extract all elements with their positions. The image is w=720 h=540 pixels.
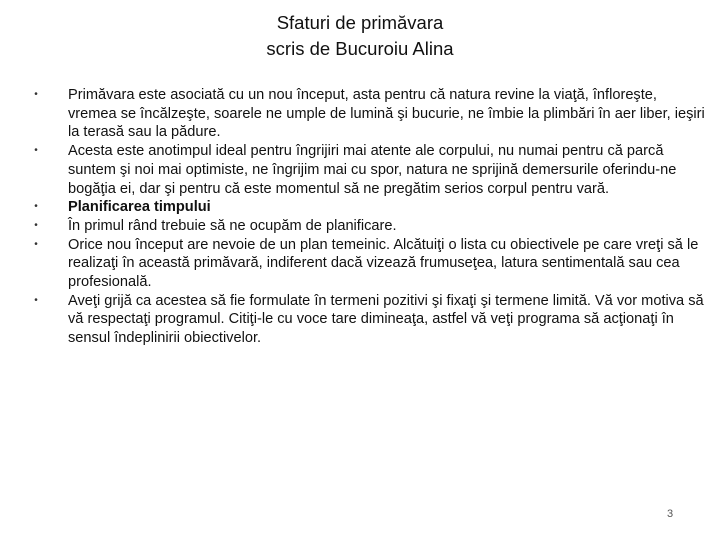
title-line-1: Sfaturi de primăvara: [276, 12, 444, 33]
bullet-icon: •: [34, 145, 38, 157]
bullet-icon: •: [34, 89, 38, 100]
page-number: 3: [667, 508, 674, 520]
list-item: [30, 198, 706, 217]
bullet-text: Aveţi grijă ca acestea să fie formulate în termeni pozitivi şi fixaţi şi termene limită. Vă vor motiva să vă respectaţi programul. Citiţi-le cu voce tare dimineaţa, astfel vă veţi programa să acţionaţi în sensul îndeplinirii obiectivelor.: [68, 292, 704, 347]
bullet-text: În primul rând trebuie să ne ocupăm de planificare.: [68, 217, 397, 234]
bullet-text: Acesta este anotimpul ideal pentru îngrijiri mai atente ale corpului, nu numai pentru că parcă suntem şi noi mai optimiste, ne îngrijim mai cu spor, natura ne sprijină demersurile oferindu-ne bogăţia ei, dar şi pentru că este momentul să ne pregătim serios corpul pentru vară.: [68, 143, 677, 197]
list-item: [30, 236, 706, 292]
bullet-icon: •: [34, 219, 38, 231]
section-heading: Planificarea timpului: [68, 199, 211, 216]
bullet-list: [30, 86, 706, 348]
list-item: [30, 86, 706, 142]
bullet-icon: •: [34, 201, 38, 213]
list-item: [30, 217, 706, 236]
bullet-icon: •: [34, 294, 38, 306]
bullet-icon: •: [34, 238, 38, 250]
bullet-text: Orice nou început are nevoie de un plan temeinic. Alcătuiţi o lista cu obiectivele pe care vreţi să le realizaţi în această primăvară, indiferent dacă vizează frumuseţea, latura sentimentală sau cea profesională.: [68, 236, 699, 291]
list-item: [30, 292, 706, 348]
bullet-text: Primăvara este asociată cu un nou început, asta pentru că natura revine la viaţă, înfloreşte, vremea se încălzeşte, soarele ne umple de lumină şi bucurie, ne îmbie la plimbări în aer liber, ieşiri la terasă sau la pădure.: [68, 87, 705, 141]
slide-title: [0, 10, 720, 62]
title-line-2: scris de Bucuroiu Alina: [266, 38, 454, 59]
list-item: [30, 142, 706, 198]
